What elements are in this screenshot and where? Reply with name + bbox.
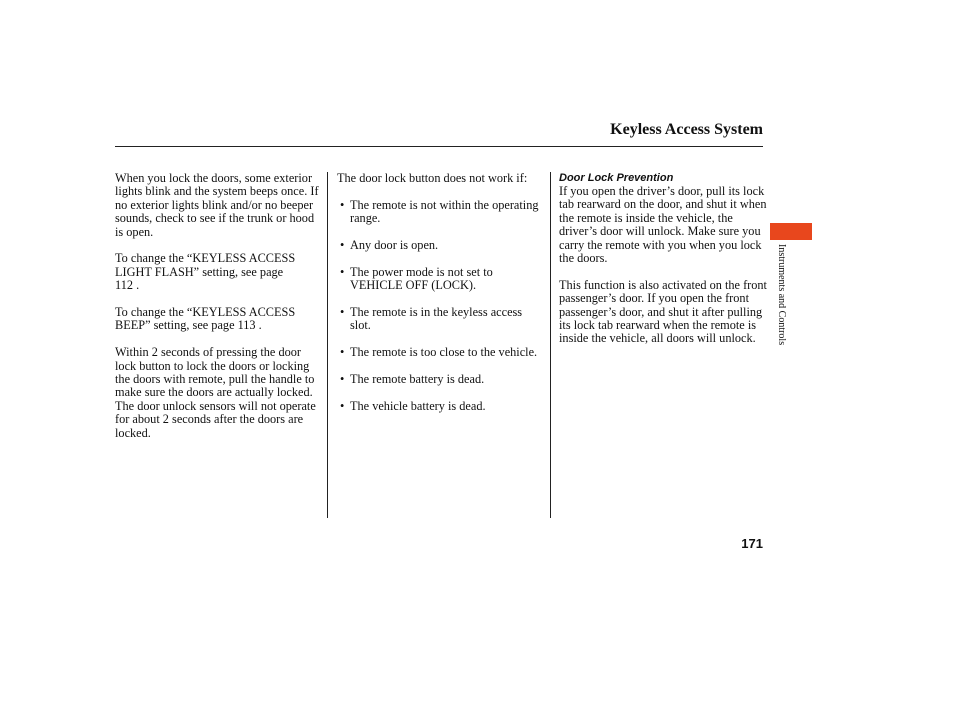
- light-flash-page-ref: 112 .: [115, 278, 140, 293]
- list-item-text: The remote is too close to the vehicle.: [350, 345, 538, 360]
- list-item: [337, 346, 543, 359]
- list-item-text: The remote battery is dead.: [350, 372, 485, 386]
- column-1: [115, 172, 323, 453]
- list-item: [337, 306, 543, 333]
- list-item: [337, 199, 543, 226]
- paragraph-passenger-door: This function is also activated on the front passenger’s door. If you open the front passenger’s door, and shut it after pulling its lock tab rearward when the remote is inside the vehicle, all doors will unlock.: [559, 277, 767, 346]
- column-divider-1: [327, 172, 328, 518]
- list-item: [337, 400, 543, 413]
- list-item: [337, 266, 543, 293]
- section-title: Keyless Access System: [610, 121, 763, 138]
- paragraph-lock-check: Within 2 seconds of pressing the door lock button to lock the doors or locking the doors with remote, pull the handle to make sure the doors are actually locked. The door unlock sensors will not operate for about 2 seconds after the doors are locked.: [115, 345, 316, 440]
- list-item: [337, 373, 543, 386]
- bullet-icon: •: [340, 305, 345, 319]
- light-flash-text: To change the “KEYLESS ACCESS LIGHT FLASH” setting, see page: [115, 251, 296, 279]
- paragraph-lock-feedback: When you lock the doors, some exterior lights blink and the system beeps once. If no exterior lights blink and/or no beeper sounds, check to see if the trunk or hood is open.: [115, 171, 319, 239]
- list-item-text: The remote is not within the operating range.: [350, 197, 539, 226]
- list-item-text: Any door is open.: [350, 238, 439, 252]
- list-item-text: The remote is in the keyless access slot.: [350, 305, 523, 333]
- door-lock-prevention-heading: Door Lock Prevention: [559, 172, 674, 184]
- bullet-icon: •: [340, 264, 345, 279]
- bullet-icon: •: [340, 372, 345, 386]
- list-item-text: The power mode is not set to VEHICLE OFF (LOCK).: [350, 264, 493, 293]
- side-section-label: Instruments and Controls: [776, 244, 787, 346]
- column-3: [559, 172, 769, 359]
- bullet-icon: •: [340, 197, 345, 212]
- button-not-work-intro: The door lock button does not work if:: [337, 171, 528, 185]
- bullet-icon: •: [340, 398, 345, 413]
- column-divider-2: [550, 172, 551, 518]
- bullet-icon: •: [340, 345, 345, 360]
- paragraph-driver-door: If you open the driver’s door, pull its lock tab rearward on the door, and shut it when the remote is inside the vehicle, the driver’s door will unlock. Make sure you carry the remote with you when you lock the doors.: [559, 184, 767, 266]
- list-item-text: The vehicle battery is dead.: [350, 398, 486, 413]
- bullet-icon: •: [340, 238, 345, 252]
- paragraph-beep-setting: To change the “KEYLESS ACCESS BEEP” setting, see page 113 .: [115, 305, 296, 333]
- page-number: 171: [741, 536, 763, 551]
- column-2: [337, 172, 543, 427]
- header-rule: [115, 146, 763, 147]
- section-tab-marker: [770, 223, 812, 240]
- paragraph-light-flash-setting: [115, 252, 323, 292]
- conditions-list: [337, 199, 543, 413]
- list-item: [337, 239, 543, 252]
